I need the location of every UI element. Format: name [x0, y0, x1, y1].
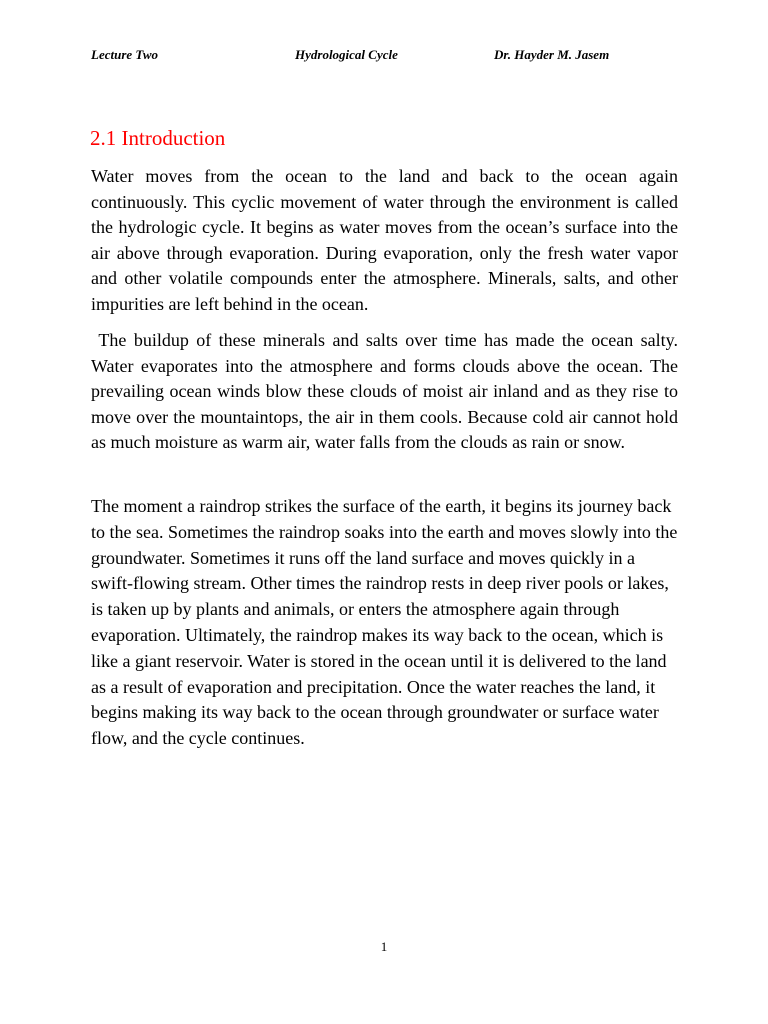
- header-author: Dr. Hayder M. Jasem: [494, 47, 610, 62]
- paragraph-3: The moment a raindrop strikes the surface of the earth, it begins its journey back to the sea. Sometimes the raindrop soaks into the earth and moves slowly into the groundwater. Sometimes it runs off the land surface and moves quickly in a swift-flowing stream. Other times the raindrop rests in deep river pools or lakes, is taken up by plants and animals, or enters the atmosphere again through evaporation. Ultimately, the raindrop makes its way back to the ocean, which is like a giant reservoir. Water is stored in the ocean until it is delivered to the land as a result of evaporation and precipitation. Once the water reaches the land, it begins making its way back to the ocean through groundwater or surface water flow, and the cycle continues.: [91, 496, 678, 749]
- header-lecture: Lecture Two: [91, 47, 159, 62]
- paragraph-2: The buildup of these minerals and salts over time has made the ocean salty. Water evaporates into the atmosphere and forms clouds above the ocean. The prevailing ocean winds blow these clouds of moist air inland and as they rise to move over the mountaintops, the air in them cools. Because cold air cannot hold as much moisture as warm air, water falls from the clouds as rain or snow.: [91, 330, 683, 453]
- page-number: 1: [380, 939, 388, 954]
- section-heading: 2.1 Introduction: [90, 126, 226, 150]
- page-header: [0, 47, 768, 65]
- header-topic: Hydrological Cycle: [295, 47, 398, 62]
- paragraph-1: Water moves from the ocean to the land and back to the ocean again continuously. This cyclic movement of water through the environment is called the hydrologic cycle. It begins as water moves from the ocean’s surface into the air above through evaporation. During evaporation, only the fresh water vapor and other volatile compounds enter the atmosphere. Minerals, salts, and other impurities are left behind in the ocean.: [91, 166, 678, 314]
